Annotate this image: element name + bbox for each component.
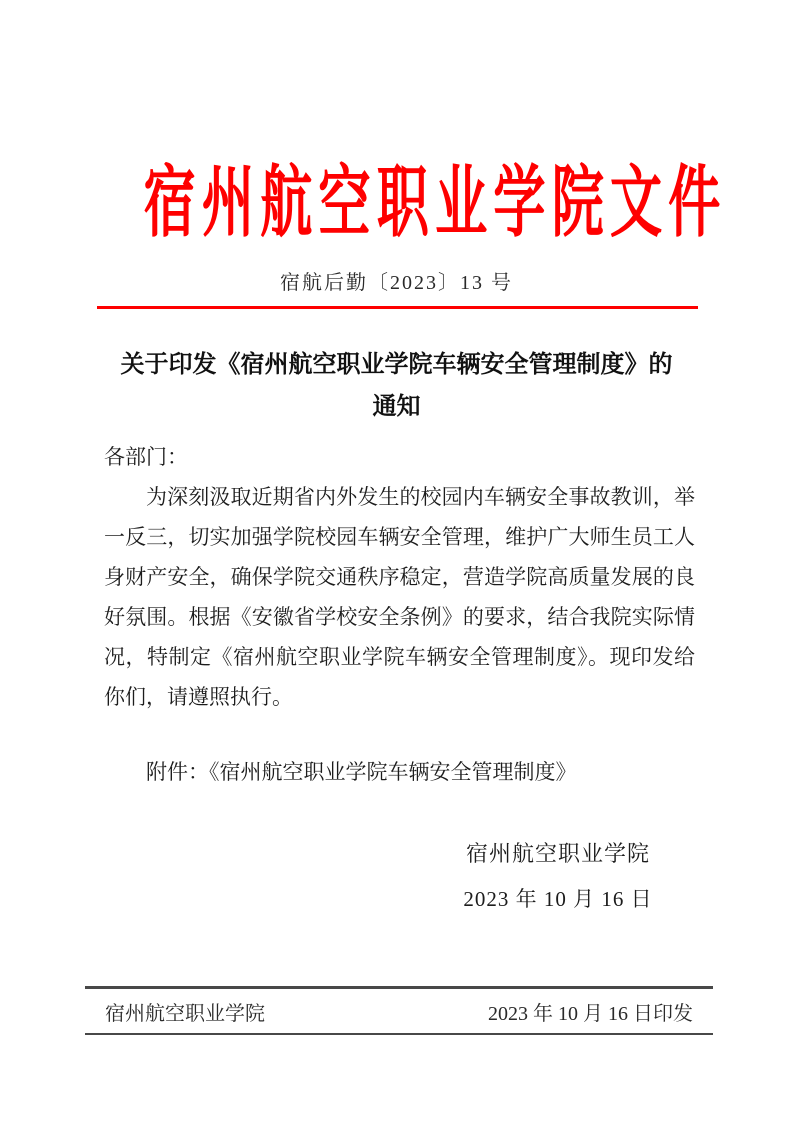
body-paragraph: 为深刻汲取近期省内外发生的校园内车辆安全事故教训，举一反三，切实加强学院校园车辆安全管理，维护广大师生员工人身财产安全，确保学院交通秩序稳定，营造学院高质量发展的良好氛围。根据《安徽省学校安全条例》的要求，结合我院实际情况，特制定《宿州航空职业学院车辆安全管理制度》。现印发给你们，请遵照执行。 [104,485,695,709]
subject-line-2: 通知 [372,394,421,420]
signature-organization: 宿州航空职业学院 [465,841,650,866]
letterhead [0,140,793,252]
footer-bar [85,986,713,1035]
footer-print-date: 2023 年 10 月 16 日印发 [488,1002,693,1025]
signature-date: 2023 年 10 月 16 日 [463,887,653,911]
footer-organization: 宿州航空职业学院 [105,1002,265,1025]
signature-block [445,832,671,922]
document-subject [96,344,697,428]
document-number: 宿航后勤〔2023〕13 号 [280,272,513,294]
attachment-line: 附件：《宿州航空职业学院车辆安全管理制度》 [146,760,577,784]
salutation: 各部门： [104,445,188,469]
document-body [104,437,695,717]
letterhead-title: 宿州航空职业学院文件 [143,159,727,246]
red-divider-line [97,306,698,309]
subject-line-1: 关于印发《宿州航空职业学院车辆安全管理制度》的 [120,352,673,378]
